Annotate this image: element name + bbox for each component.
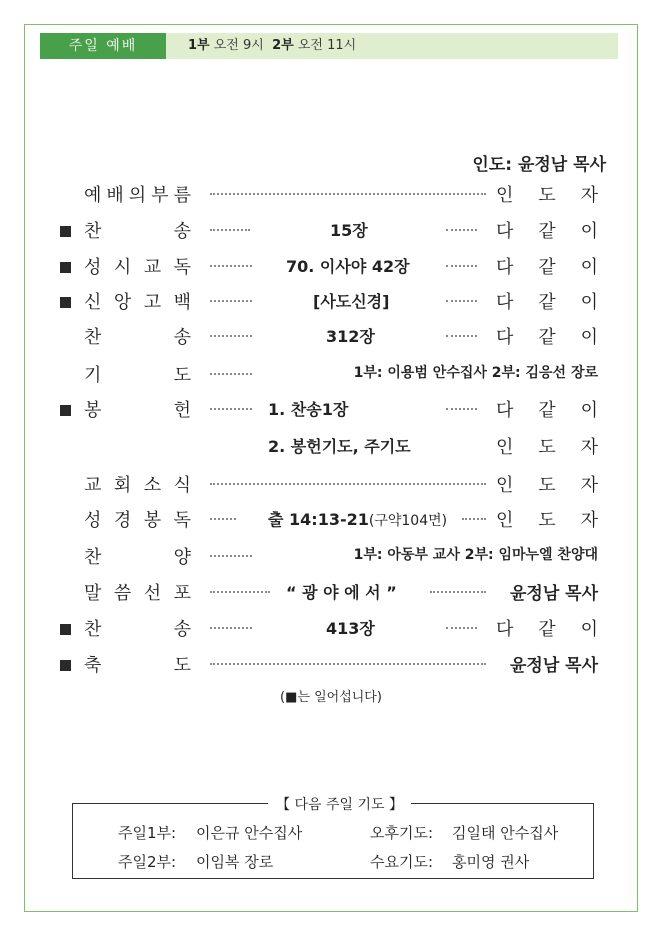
order-row bbox=[0, 214, 662, 248]
prayer-role: 주일1부: bbox=[118, 824, 177, 842]
order-leader: 다 같 이 bbox=[496, 400, 598, 421]
prayer-name: 이은규 안수집사 bbox=[196, 824, 303, 842]
leader-dots bbox=[210, 265, 252, 267]
order-leader: 인 도 자 bbox=[496, 475, 598, 496]
leader-dots bbox=[210, 555, 252, 557]
order-leader: 인 도 자 bbox=[496, 185, 598, 206]
content-note: (구약104면) bbox=[368, 513, 448, 529]
order-leader: 윤정남 목사 bbox=[509, 584, 598, 604]
leader-dots bbox=[430, 591, 486, 593]
leader-dots bbox=[210, 483, 486, 485]
prayer-role: 수요기도: bbox=[370, 853, 434, 871]
order-leader: 다 같 이 bbox=[496, 257, 598, 278]
order-row bbox=[0, 612, 662, 646]
order-content: 출 14:13-21(구약104면) bbox=[268, 510, 448, 529]
order-row bbox=[0, 576, 662, 610]
leader-dots bbox=[210, 408, 252, 410]
order-row bbox=[0, 320, 662, 354]
standing-note: (■는 일어섭니다) bbox=[280, 690, 382, 705]
order-label: 찬 양 bbox=[84, 547, 191, 568]
order-leader: 다 같 이 bbox=[496, 327, 598, 348]
order-label: 찬 송 bbox=[84, 327, 191, 348]
order-leader: 인 도 자 bbox=[496, 437, 598, 458]
prayer-name: 홍미영 권사 bbox=[452, 853, 530, 871]
service-title: 주일 예배 bbox=[40, 33, 166, 59]
first-service-label: 1부 bbox=[188, 38, 210, 53]
presider: 인도: 윤정남 목사 bbox=[472, 155, 606, 175]
order-label: 찬 송 bbox=[84, 221, 191, 242]
order-row bbox=[0, 430, 662, 464]
order-leader: 인 도 자 bbox=[496, 510, 598, 531]
order-label: 성 시 교 독 bbox=[84, 257, 191, 278]
order-content: 15장 bbox=[330, 221, 368, 240]
order-label: 기 도 bbox=[84, 365, 191, 386]
order-label: 성 경 봉 독 bbox=[84, 510, 191, 531]
second-service-label: 2부 bbox=[272, 38, 294, 53]
leader-dots bbox=[210, 518, 236, 520]
standing-marker-icon bbox=[60, 297, 71, 308]
standing-marker-icon bbox=[60, 226, 71, 237]
leader-dots bbox=[446, 408, 477, 410]
leader-dots bbox=[210, 627, 252, 629]
order-leader: 다 같 이 bbox=[496, 292, 598, 313]
order-content: 312장 bbox=[326, 327, 375, 346]
order-row bbox=[0, 540, 662, 574]
order-row bbox=[0, 648, 662, 682]
leader-dots bbox=[210, 373, 252, 375]
order-content: 1부: 이용범 안수집사 2부: 김응선 장로 bbox=[353, 365, 598, 381]
order-content: 413장 bbox=[326, 619, 375, 638]
leader-dots bbox=[446, 229, 477, 231]
order-row bbox=[0, 285, 662, 319]
order-row bbox=[0, 503, 662, 537]
leader-dots bbox=[210, 300, 252, 302]
order-leader: 윤정남 목사 bbox=[509, 656, 598, 676]
order-label: 교 회 소 식 bbox=[84, 475, 191, 496]
order-label: 신 앙 고 백 bbox=[84, 292, 191, 313]
leader-dots bbox=[210, 229, 250, 231]
leader-dots bbox=[210, 591, 270, 593]
leader-dots bbox=[210, 193, 486, 195]
order-row bbox=[0, 468, 662, 502]
standing-marker-icon bbox=[60, 660, 71, 671]
order-row bbox=[0, 358, 662, 392]
order-label: 봉 헌 bbox=[84, 400, 191, 421]
prayer-role: 주일2부: bbox=[118, 853, 177, 871]
prayer-name: 김일태 안수집사 bbox=[452, 824, 559, 842]
leader-dots bbox=[210, 335, 252, 337]
order-content: 1. 찬송1장 bbox=[268, 400, 349, 419]
order-row bbox=[0, 250, 662, 284]
order-leader: 다 같 이 bbox=[496, 221, 598, 242]
leader-dots bbox=[446, 300, 477, 302]
order-content: 2. 봉헌기도, 주기도 bbox=[268, 437, 411, 456]
service-times bbox=[188, 33, 356, 59]
prayer-role: 오후기도: bbox=[370, 824, 434, 842]
order-content: 70. 이사야 42장 bbox=[286, 257, 410, 276]
standing-marker-icon bbox=[60, 405, 71, 416]
order-label: 예 배 의 부 름 bbox=[84, 185, 191, 206]
order-row bbox=[0, 178, 662, 212]
standing-marker-icon bbox=[60, 624, 71, 635]
order-content: 1부: 아동부 교사 2부: 임마누엘 찬양대 bbox=[353, 547, 598, 563]
order-leader: 다 같 이 bbox=[496, 619, 598, 640]
leader-dots bbox=[462, 518, 486, 520]
next-week-prayer-title: 【 다음 주일 기도 】 bbox=[268, 794, 411, 814]
leader-dots bbox=[446, 627, 477, 629]
leader-dots bbox=[446, 265, 477, 267]
order-label: 말 씀 선 포 bbox=[84, 583, 191, 604]
second-service-time: 오전 11시 bbox=[297, 38, 357, 53]
order-label: 축 도 bbox=[84, 655, 191, 676]
leader-dots bbox=[446, 335, 477, 337]
order-content: “ 광 야 에 서 ” bbox=[286, 583, 397, 602]
first-service-time: 오전 9시 bbox=[213, 38, 264, 53]
prayer-name: 이임복 장로 bbox=[196, 853, 274, 871]
order-content: [사도신경] bbox=[313, 292, 390, 311]
standing-marker-icon bbox=[60, 262, 71, 273]
leader-dots bbox=[210, 663, 486, 665]
order-row bbox=[0, 393, 662, 427]
order-label: 찬 송 bbox=[84, 619, 191, 640]
